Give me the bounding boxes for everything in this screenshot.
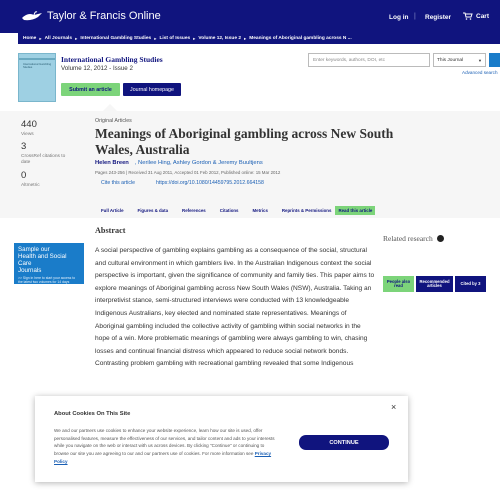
abstract-heading: Abstract — [95, 226, 126, 235]
top-navigation-bar — [0, 0, 500, 33]
breadcrumb-arrow-icon: ▸ — [39, 35, 42, 41]
crossref-count[interactable]: 3 — [21, 141, 27, 152]
tab-recommended-articles[interactable]: Recommended articles — [416, 276, 453, 292]
views-count: 440 — [21, 119, 37, 130]
cart-link[interactable] — [463, 12, 489, 20]
article-tabs — [101, 206, 375, 215]
cover-title: International Gambling Studies — [23, 62, 52, 69]
article-title: Meanings of Aboriginal gambling across New South Wales, Australia — [95, 126, 394, 157]
promo-note: >> Sign in here to start your access to the latest two volumes for 14 days — [18, 276, 76, 284]
altmetric-count[interactable]: 0 — [21, 170, 27, 181]
register-link[interactable]: Register — [425, 14, 452, 21]
search-scope-value: This Journal — [437, 57, 464, 63]
breadcrumb-arrow-icon: ▸ — [154, 35, 157, 41]
breadcrumb — [18, 33, 500, 44]
info-icon[interactable] — [437, 235, 444, 242]
search-scope-select[interactable] — [433, 53, 486, 67]
login-link[interactable]: Log in — [389, 14, 409, 21]
lamp-logo-icon — [20, 9, 44, 23]
cookie-consent-dialog — [35, 396, 408, 482]
breadcrumb-all-journals[interactable]: All Journals — [44, 36, 73, 41]
tab-people-also-read[interactable]: People also read — [383, 276, 414, 292]
search-button[interactable] — [489, 53, 500, 67]
cart-label: Cart — [476, 12, 490, 20]
cookie-text — [54, 427, 280, 466]
tab-figures[interactable]: Figures & data — [137, 208, 169, 213]
altmetric-label: Altmetric — [21, 183, 40, 188]
search-input[interactable]: Enter keywords, authors, DOI, etc — [308, 53, 430, 67]
publication-info: Pages 243-256 | Received 31 Aug 2011, Accepted 01 Feb 2012, Published online: 15 Mar 2012 — [95, 170, 281, 175]
breadcrumb-volume[interactable]: Volume 12, Issue 2 — [198, 36, 241, 41]
breadcrumb-home[interactable]: Home — [23, 36, 37, 41]
promo-banner[interactable] — [14, 243, 84, 284]
crossref-label: CrossRef citations to date — [21, 154, 66, 165]
tab-reprints[interactable]: Reprints & Permissions — [281, 208, 332, 213]
cart-icon — [463, 12, 473, 20]
tab-references[interactable]: References — [182, 208, 206, 213]
submit-article-button[interactable]: Submit an article — [61, 83, 120, 96]
tab-cited-by[interactable]: Cited by 3 — [455, 276, 486, 292]
related-research-label: Related research — [383, 234, 433, 243]
author-others[interactable]: , Nerilee Hing, Ashley Gordon & Jeremy Buultjens — [134, 160, 263, 166]
tab-read-article[interactable]: Read this article — [335, 206, 375, 215]
author-lead[interactable]: Helen Breen — [95, 160, 129, 166]
tab-metrics[interactable]: Metrics — [252, 208, 268, 213]
promo-line-2: Health and Social Care — [18, 253, 67, 267]
journal-title[interactable]: International Gambling Studies — [61, 55, 163, 64]
cite-article-link[interactable]: Cite this article — [101, 180, 136, 186]
breadcrumb-issues[interactable]: List of Issues — [159, 36, 191, 41]
breadcrumb-current: Meanings of Aboriginal gambling across N ... — [249, 36, 352, 41]
privacy-policy-link[interactable]: Privacy Policy — [54, 451, 272, 464]
band-notch — [102, 104, 118, 112]
taylor-francis-logo[interactable] — [20, 9, 161, 23]
abstract-text: A social perspective of gambling explains gambling as a consequence of the social, structural and cultural environment in which gamblers live. In the Australian Indigenous context the social perspective is important, given the significance of community and family ties. This paper aims to explore meanings of Aboriginal gambling across New South Wales (NSW), Australia. Taking an interpretivist stance, semi-structured interviews were conducted with 13 knowledgeable Indigenous Australians, key elected and nominated state representatives. Meanings of Aboriginal gambling included the collective activity of gambling within social networks in the hope of a win. More problematic meanings of gambling were always gambling to win, chasing losses and continual financial distress which appeared to reduce social network bonds. Contrasting problem gambling with recreational gambling revealed that some Indigenous — [95, 247, 375, 368]
cookie-body: We and our partners use cookies to enhance your website experience, learn how our site is used, offer personalised features, measure the effectiveness of our services, and tailor content and ads to your interests while you navigate on the web or interact with us across devices. By clicking "Continue" or continuing to browse our site you are agreeing to our and our partners use of cookies. For more information see — [54, 428, 275, 457]
author-list — [95, 160, 263, 166]
journal-cover-image[interactable] — [18, 53, 56, 102]
doi-link[interactable]: https://doi.org/10.1080/14459795.2012.664158 — [156, 180, 264, 186]
tab-citations[interactable]: Citations — [219, 208, 239, 213]
advanced-search-link[interactable]: Advanced search — [462, 70, 498, 75]
cookie-title: About Cookies On This Site — [54, 411, 131, 417]
nav-separator: | — [414, 13, 416, 20]
promo-line-1: Sample our — [18, 246, 50, 253]
breadcrumb-arrow-icon: ▸ — [193, 35, 196, 41]
breadcrumb-arrow-icon: ▸ — [75, 35, 78, 41]
journal-volume: Volume 12, 2012 - Issue 2 — [61, 65, 133, 72]
cover-band — [19, 58, 55, 60]
continue-button[interactable]: CONTINUE — [299, 435, 389, 450]
promo-line-3: Journals — [18, 267, 42, 274]
breadcrumb-arrow-icon: ▸ — [244, 35, 247, 41]
close-icon[interactable]: × — [391, 402, 397, 412]
article-type: Original Articles — [95, 118, 132, 124]
journal-homepage-button[interactable]: Journal homepage — [123, 83, 181, 96]
breadcrumb-journal[interactable]: International Gambling Studies — [80, 36, 152, 41]
views-label: Views — [21, 132, 34, 137]
brand-name: Taylor & Francis Online — [47, 10, 161, 22]
tab-full-article[interactable]: Full Article — [101, 208, 124, 213]
related-research-heading — [383, 234, 444, 243]
chevron-down-icon: ▼ — [478, 57, 482, 63]
